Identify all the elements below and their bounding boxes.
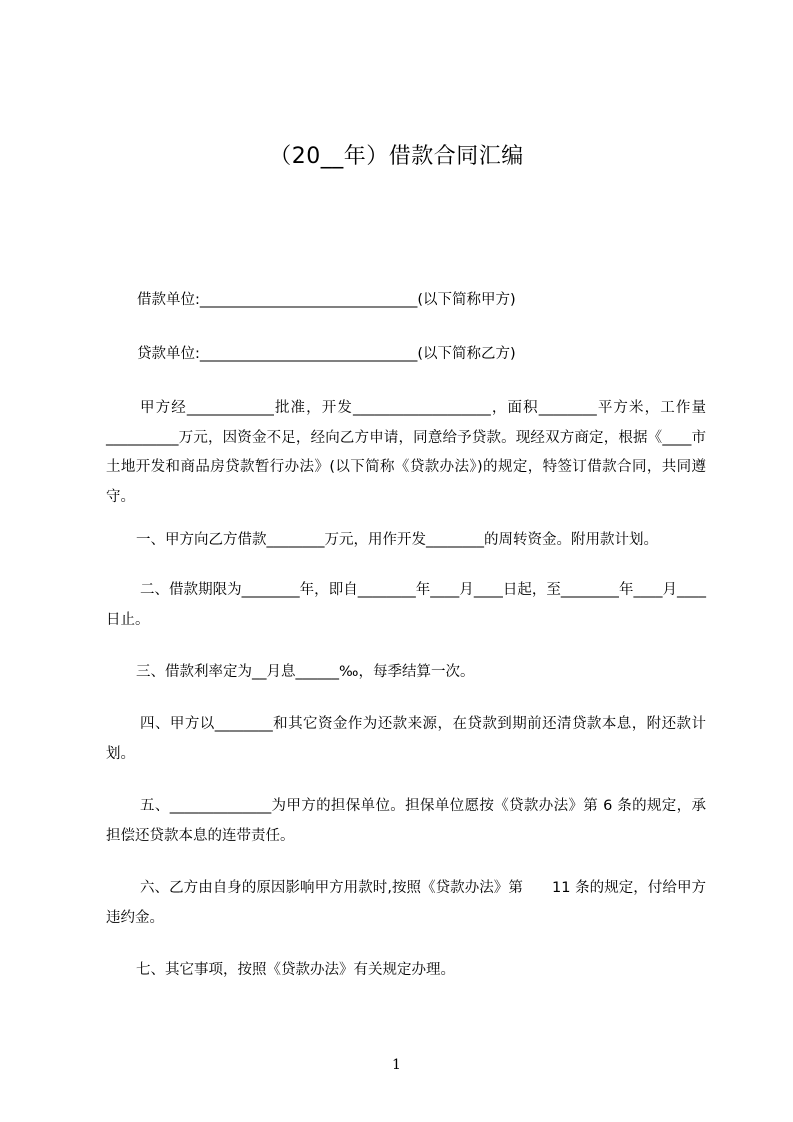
clause-5: 五、______________为甲方的担保单位。担保单位愿按《贷款办法》第 6 条的规定，承担偿还贷款本息的连带责任。 bbox=[106, 798, 706, 844]
borrower-line: 借款单位:______________________________(以下简称甲方) bbox=[137, 292, 516, 308]
page-number: 1 bbox=[392, 1057, 401, 1073]
document-title: （20__年）借款合同汇编 bbox=[269, 144, 524, 169]
clause-3: 三、借款利率定为__月息______‰，每季结算一次。 bbox=[136, 664, 475, 680]
intro-paragraph: 甲方经____________批准，开发___________________，面积________平方米，工作量__________万元，因资金不足，经向乙方申请，同意给予贷款。现经双方商定，根据《____市土地开发和商品房贷款暂行办法》(以下简称《贷款办法》)的规定，特签订借款合同，共同遵守。 bbox=[106, 400, 706, 505]
clause-4: 四、甲方以________和其它资金作为还款来源，在贷款到期前还清贷款本息，附还款计划。 bbox=[106, 716, 706, 762]
lender-line: 贷款单位:______________________________(以下简称乙方) bbox=[137, 346, 516, 362]
clause-6: 六、乙方由自身的原因影响甲方用款时,按照《贷款办法》第 11 条的规定，付给甲方违约金。 bbox=[106, 880, 706, 926]
clause-2: 二、借款期限为________年，即自________年____月____日起，至________年____月____日止。 bbox=[106, 582, 706, 628]
clause-1: 一、甲方向乙方借款________万元，用作开发________的周转资金。附用款计划。 bbox=[136, 532, 658, 548]
clause-7: 七、其它事项，按照《贷款办法》有关规定办理。 bbox=[136, 962, 455, 978]
